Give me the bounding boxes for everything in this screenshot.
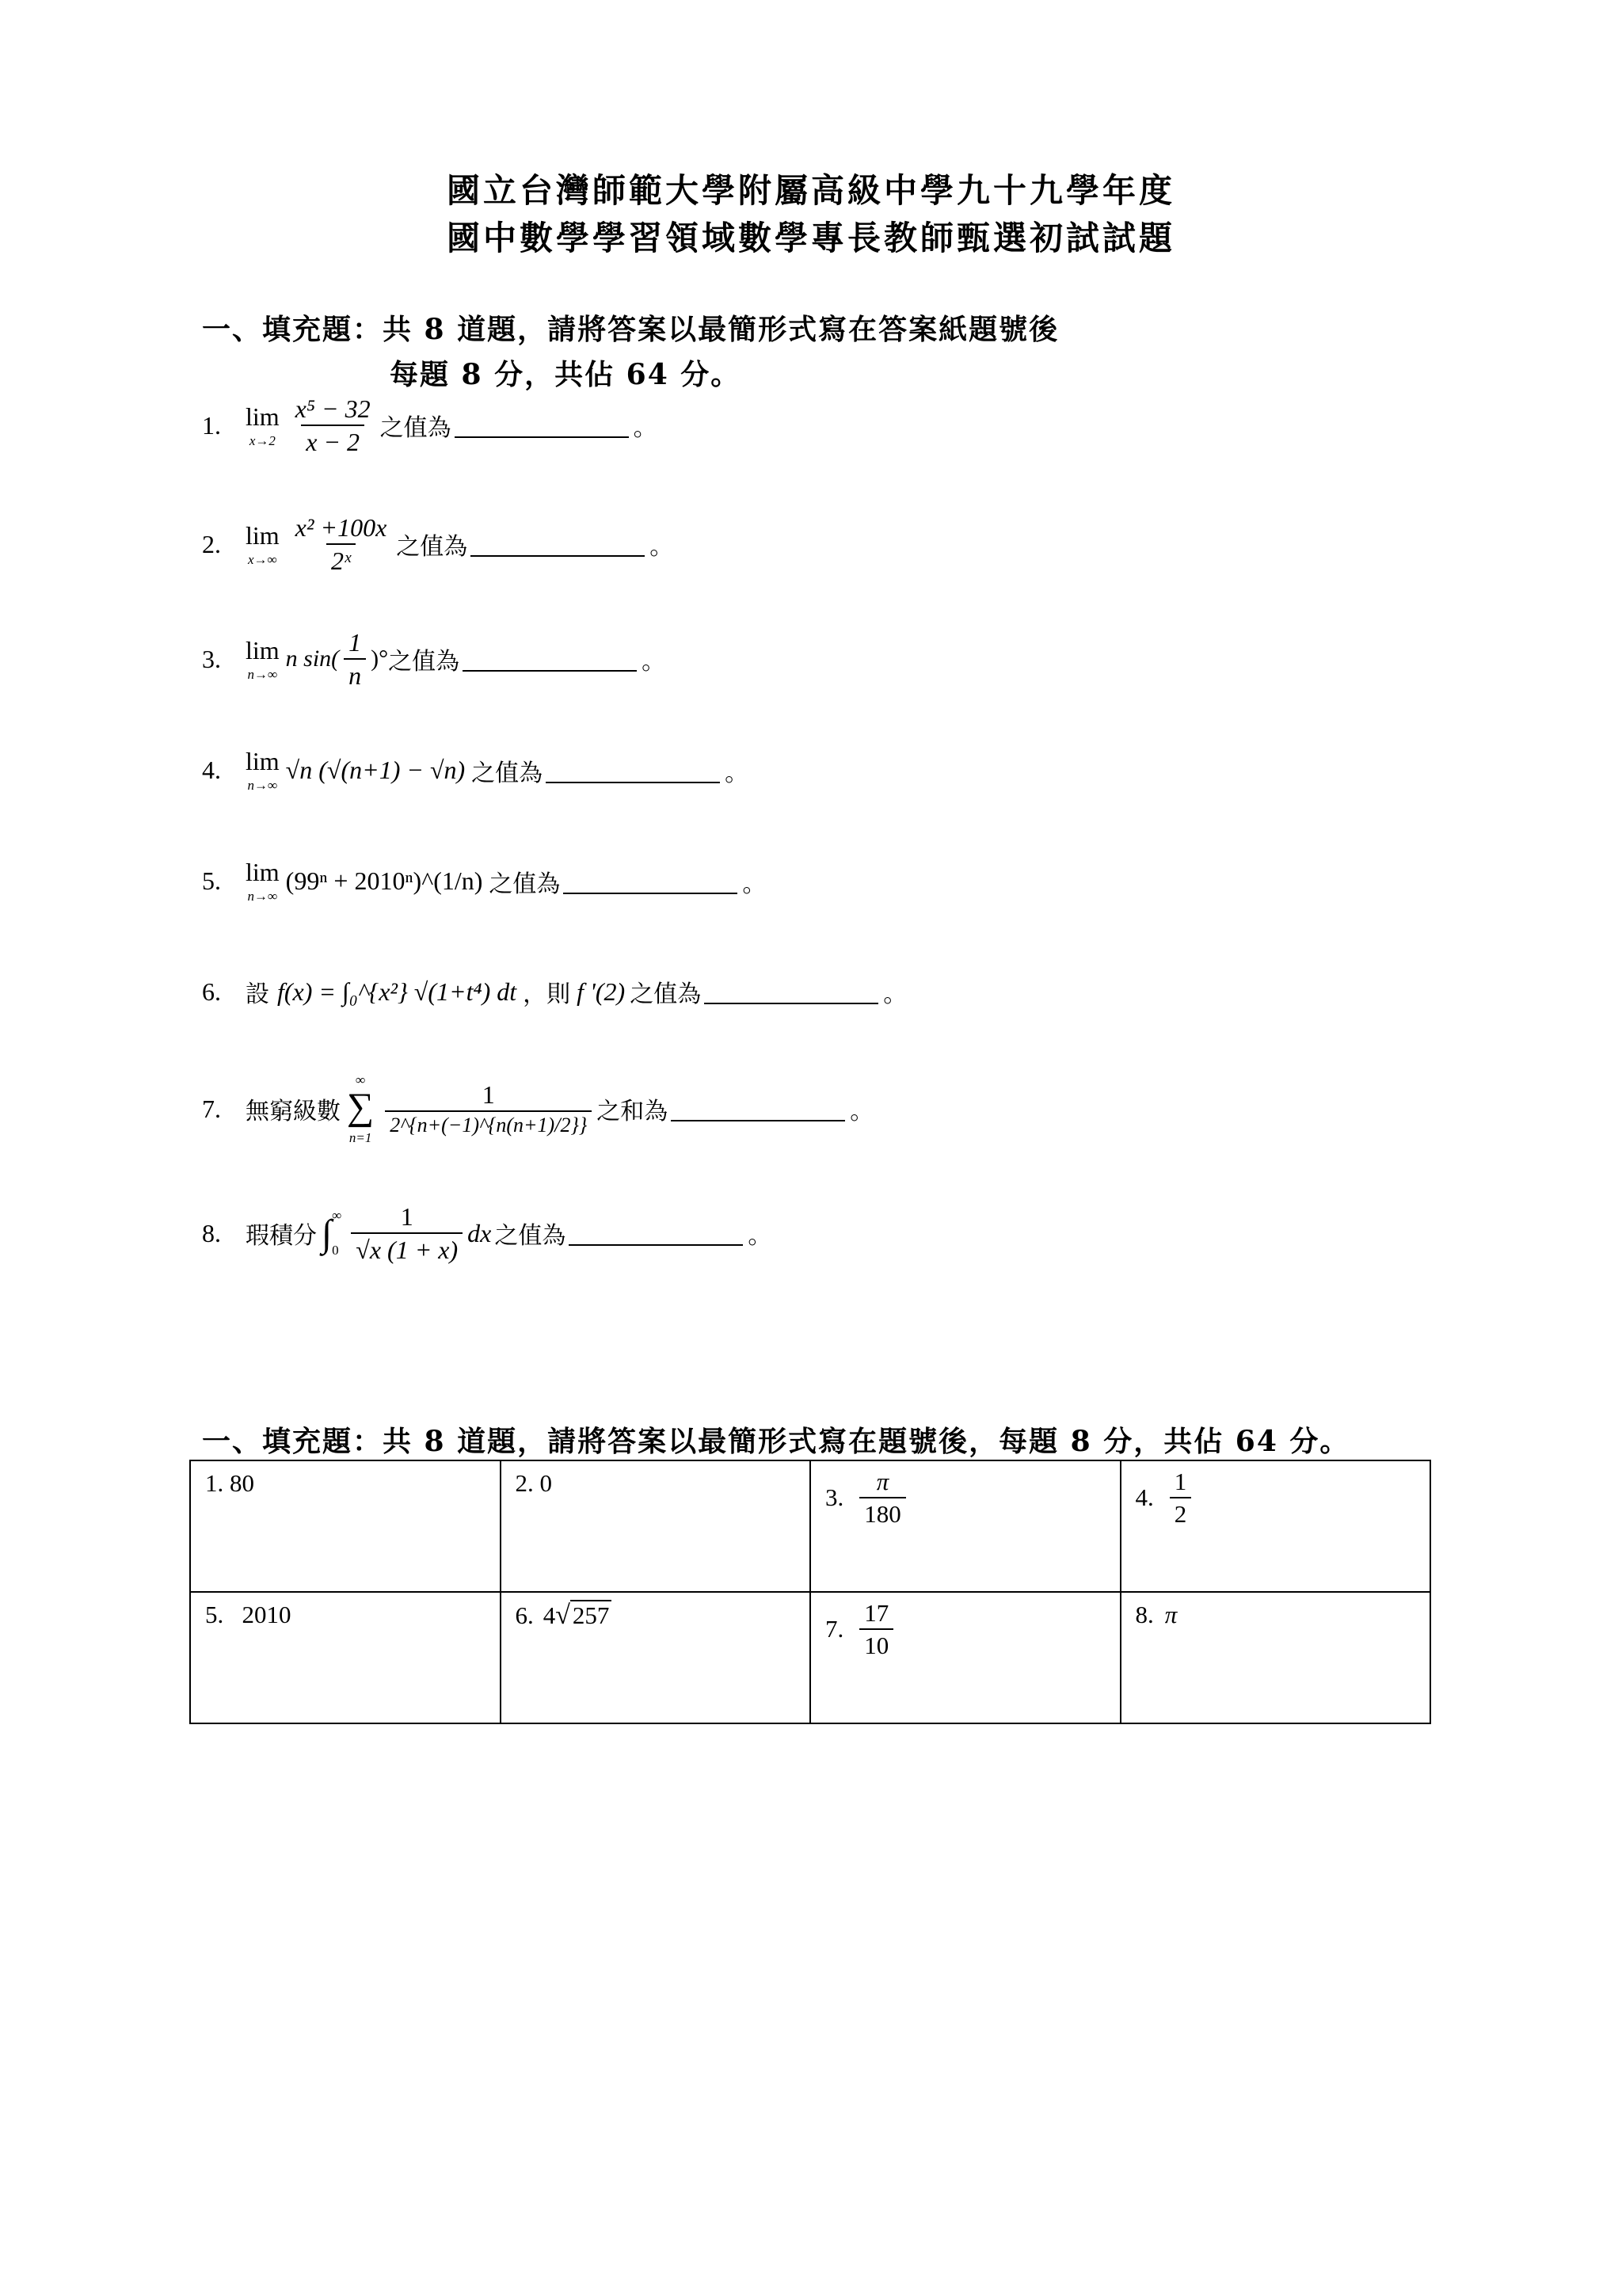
question-number: 4. <box>202 756 221 784</box>
numerator: 1 <box>482 1080 495 1109</box>
question-8 <box>202 1204 771 1262</box>
question-number: 1. <box>202 410 221 440</box>
fraction <box>291 396 375 455</box>
expression-prefix: 無窮級數 <box>246 1098 341 1125</box>
end-mark: 。 <box>642 648 666 676</box>
value-phrase: 之和為 <box>596 1098 668 1125</box>
question-1 <box>202 396 657 455</box>
question-number: 2. <box>202 529 221 558</box>
fraction <box>291 515 392 573</box>
answer-blank <box>455 413 629 438</box>
limit-operator: lim n→∞ <box>246 858 280 904</box>
answer-blank <box>569 1220 743 1246</box>
question-number: 8. <box>202 1218 221 1247</box>
question-6 <box>202 974 907 1009</box>
answer-cell-7: 7. $\frac{17}{10}$ <box>810 1592 1121 1723</box>
limit-operator: lim n→∞ <box>246 747 280 793</box>
numerator: 1 <box>400 1202 413 1231</box>
question-5 <box>202 859 766 903</box>
question-number: 3. <box>202 644 221 673</box>
integral-limits: ∞ 0 <box>332 1208 342 1258</box>
integral-sign: ∫ <box>322 1212 333 1255</box>
table-row <box>190 1592 1430 1723</box>
differential: dx <box>467 1218 492 1247</box>
denominator: 2^{n+(−1)^{n(n+1)/2}} <box>385 1110 592 1136</box>
answer-blank <box>463 646 637 672</box>
end-mark: 。 <box>883 980 908 1008</box>
section-heading-line1: 一、填充題：共 8 道題，請將答案以最簡形式寫在答案紙題號後 <box>202 313 1060 346</box>
answer-blank <box>546 758 720 783</box>
question-2 <box>202 515 673 573</box>
answer-cell-4: 4. $\frac{1}{2}$ <box>1121 1460 1431 1592</box>
end-mark: 。 <box>742 870 767 898</box>
answer-blank <box>704 979 878 1004</box>
expression-suffix: )° <box>371 645 389 672</box>
math-expression: f(x) = ∫₀^{x²} √(1+t⁴) dt <box>277 977 517 1006</box>
question-3 <box>202 630 665 688</box>
expression-prefix: n sin( <box>285 645 340 672</box>
denominator: √x (1 + x) <box>351 1232 463 1262</box>
answer-cell-6: 6. 4√257 <box>501 1592 811 1723</box>
numerator: 1 <box>348 628 362 657</box>
denominator: 2ˣ <box>326 543 356 573</box>
value-phrase: 之值為 <box>630 980 702 1008</box>
value-phrase: 之值為 <box>471 759 543 787</box>
answer-cell-3: 3. $\frac{\pi}{180}$ <box>810 1460 1121 1592</box>
connector-text: ，則 <box>523 980 571 1008</box>
numerator: x² +100x <box>295 513 387 542</box>
answer-cell-1: 1. 80 <box>190 1460 501 1592</box>
answer-cell-8: 8. π <box>1121 1592 1431 1723</box>
fraction <box>385 1082 592 1136</box>
math-expression: (99ⁿ + 2010ⁿ)^(1/n) <box>285 866 483 895</box>
summation-operator: ∞ ∑ n=1 <box>347 1072 375 1145</box>
question-7 <box>202 1073 874 1144</box>
value-phrase: 之值為 <box>379 414 451 442</box>
exam-title-line2: 國中數學學習領域數學專長教師甄選初試試題 <box>446 219 1175 257</box>
answer-section-heading: 一、填充題：共 8 道題，請將答案以最簡形式寫在題號後，每題 8 分，共佔 64 分。 <box>202 1425 1350 1458</box>
numerator: x⁵ − 32 <box>295 394 371 423</box>
answer-table <box>189 1460 1431 1724</box>
denominator: n <box>344 658 366 688</box>
end-mark: 。 <box>649 533 674 561</box>
value-phrase: 之值為 <box>489 870 561 898</box>
answer-blank <box>563 869 737 894</box>
answer-cell-2: 2. 0 <box>501 1460 811 1592</box>
limit-operator: lim x→2 <box>246 402 280 448</box>
question-number: 7. <box>202 1094 221 1123</box>
end-mark: 。 <box>633 414 657 442</box>
exam-title-line1: 國立台灣師範大學附屬高級中學九十九學年度 <box>446 171 1175 210</box>
math-expression: √n (√(n+1) − √n) <box>285 756 466 784</box>
table-row <box>190 1460 1430 1592</box>
limit-operator: lim n→∞ <box>246 635 280 682</box>
question-4 <box>202 748 748 792</box>
value-phrase: 之值為 <box>388 648 460 676</box>
section-heading-line2: 每題 8 分，共佔 64 分。 <box>390 358 741 391</box>
question-number: 6. <box>202 977 221 1006</box>
fraction <box>344 630 366 688</box>
end-mark: 。 <box>725 759 749 787</box>
expression-prefix: 設 <box>246 980 269 1008</box>
fraction <box>351 1204 463 1262</box>
expression-prefix: 瑕積分 <box>246 1222 317 1250</box>
value-phrase: 之值為 <box>396 533 468 561</box>
denominator: x − 2 <box>301 425 364 455</box>
end-mark: 。 <box>748 1222 772 1250</box>
question-number: 5. <box>202 866 221 895</box>
end-mark: 。 <box>850 1098 874 1125</box>
answer-cell-5: 5. 2010 <box>190 1592 501 1723</box>
derivative-expression: f '(2) <box>577 977 626 1006</box>
limit-operator: lim x→∞ <box>246 520 280 567</box>
value-phrase: 之值為 <box>494 1222 566 1250</box>
answer-blank <box>671 1096 845 1121</box>
answer-blank <box>470 531 645 557</box>
